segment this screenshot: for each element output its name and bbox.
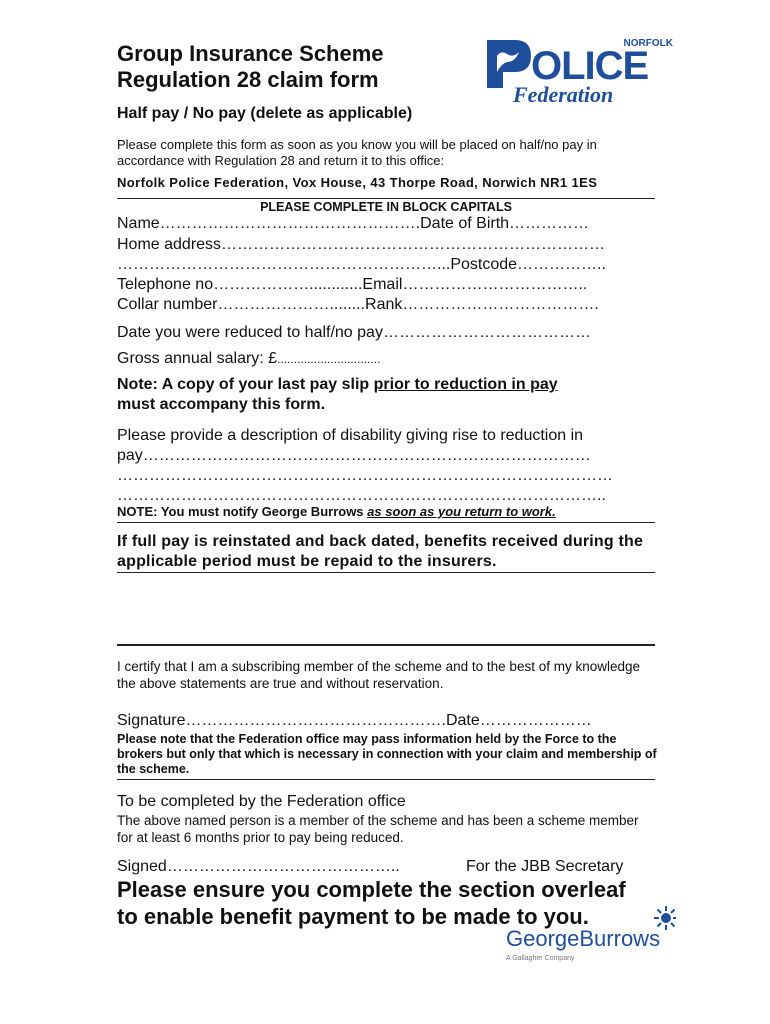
payslip-note bbox=[117, 375, 657, 415]
payslip-note-b: prior to reduction in pay bbox=[373, 376, 558, 393]
logo-region-text: NORFOLK bbox=[623, 38, 673, 49]
name-dob-field[interactable]: Name………………………………………….Date of Birth…………… bbox=[117, 215, 590, 232]
collar-rank-field[interactable]: Collar number…………………........Rank………………………………. bbox=[117, 296, 599, 313]
police-federation-logo bbox=[485, 36, 677, 106]
disability-line-2[interactable]: ………………………………………………………………………………… bbox=[117, 467, 613, 484]
brand-sub: A Gallagher Company bbox=[506, 955, 575, 962]
final-instruction: Please ensure you complete the section overleaf to enable benefit payment to be made to you. bbox=[117, 877, 626, 929]
form-title bbox=[117, 41, 447, 93]
divider bbox=[117, 779, 655, 780]
divider bbox=[117, 522, 655, 523]
office-heading: To be completed by the Federation office bbox=[117, 793, 406, 810]
signed-field[interactable]: Signed…………………………………….. bbox=[117, 858, 400, 875]
salary-label: Gross annual salary: £ bbox=[117, 350, 278, 367]
svg-text:OLICE: OLICE bbox=[531, 44, 649, 88]
payslip-note-a: Note: A copy of your last pay slip bbox=[117, 376, 374, 393]
disability-line-1[interactable]: pay………………………………………………………………………… bbox=[117, 447, 591, 464]
pay-type-subtitle: Half pay / No pay (delete as applicable) bbox=[117, 105, 413, 122]
notify-note-a: NOTE: You must notify George Burrows bbox=[117, 504, 368, 519]
privacy-note: Please note that the Federation office may pass information held by the Force to the brokers but only that which is necessary in connection with your claim and membership of the scheme. bbox=[117, 732, 657, 776]
title-line-1: Group Insurance Scheme bbox=[117, 41, 384, 66]
disability-description-label: Please provide a description of disability giving rise to reduction in bbox=[117, 427, 584, 444]
postcode-field[interactable]: ……………………………………………………...Postcode…………….. bbox=[117, 256, 606, 273]
title-line-2: Regulation 28 claim form bbox=[117, 67, 379, 92]
signature-date-field[interactable]: Signature………………………………………….Date………………… bbox=[117, 712, 592, 729]
notify-note-b: as soon as you return to work. bbox=[367, 504, 556, 519]
disability-line-3[interactable]: ……………………………………………………………………………….. bbox=[117, 487, 606, 504]
george-burrows-logo bbox=[506, 904, 676, 964]
home-address-field[interactable]: Home address……………………………………………………………… bbox=[117, 236, 606, 253]
jbb-secretary-label: For the JBB Secretary bbox=[466, 858, 624, 875]
block-capitals-notice: PLEASE COMPLETE IN BLOCK CAPITALS bbox=[260, 200, 512, 214]
payslip-note-c: must accompany this form. bbox=[117, 396, 326, 413]
salary-dots: ............................... bbox=[277, 352, 381, 366]
notify-note bbox=[117, 504, 657, 519]
gross-salary-field[interactable] bbox=[117, 349, 655, 369]
divider bbox=[117, 572, 655, 573]
brand-name: GeorgeBurrows bbox=[506, 926, 661, 951]
certify-text: I certify that I am a subscribing member of the scheme and to the best of my knowledge the above statements are true and without reservation. bbox=[117, 659, 641, 691]
divider bbox=[117, 198, 655, 199]
date-reduced-field[interactable]: Date you were reduced to half/no pay………………………………… bbox=[117, 324, 591, 341]
reinstated-note: If full pay is reinstated and back dated, benefits received during the applicable period must be repaid to the insurers. bbox=[117, 533, 644, 570]
telephone-email-field[interactable]: Telephone no………………............Email…………………………….. bbox=[117, 276, 588, 293]
divider-thick bbox=[117, 644, 655, 646]
intro-text: Please complete this form as soon as you know you will be placed on half/no pay in accordance with Regulation 28 and return it to this office: bbox=[117, 137, 597, 168]
office-text: The above named person is a member of the scheme and has been a scheme member for at least 6 months prior to pay being reduced. bbox=[117, 813, 639, 845]
logo-sub-text: Federation bbox=[513, 82, 614, 106]
return-address: Norfolk Police Federation, Vox House, 43 Thorpe Road, Norwich NR1 1ES bbox=[117, 175, 598, 190]
